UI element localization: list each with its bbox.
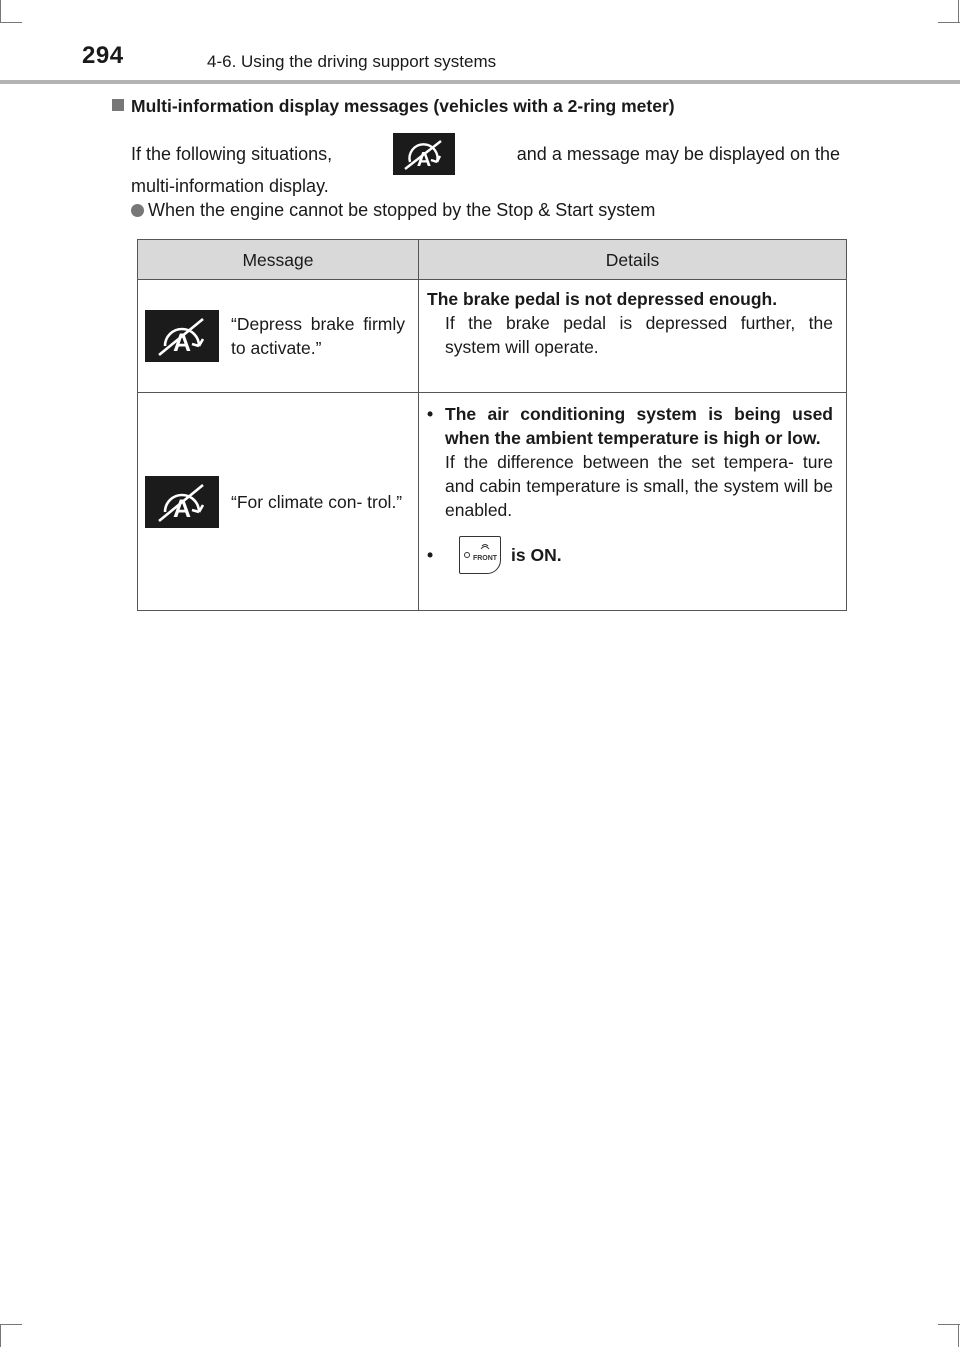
column-header-details: Details: [419, 240, 847, 280]
details-cell: [419, 280, 847, 393]
detail-bullet-mark: •: [427, 545, 434, 565]
table-header-row: [138, 240, 847, 280]
page-number: 294: [82, 42, 124, 69]
column-header-message: Message: [138, 240, 419, 280]
page-header: [0, 0, 960, 84]
crop-mark: [958, 1324, 959, 1347]
header-rule: [0, 80, 960, 84]
messages-table: [137, 239, 847, 611]
table-row: [138, 393, 847, 611]
detail-text: If the brake pedal is depressed further, the system will operate.: [445, 313, 833, 357]
stop-start-off-icon: [145, 476, 219, 528]
svg-text:A: A: [172, 329, 192, 357]
crop-mark: [0, 1324, 22, 1325]
intro-text-1: If the following situations,: [131, 143, 333, 164]
section-title: 4-6. Using the driving support systems: [207, 52, 497, 71]
detail-bullet: [427, 402, 833, 522]
svg-text:A: A: [417, 149, 432, 171]
svg-text:A: A: [172, 494, 192, 523]
message-text: “Depress brake firmly to activate.”: [231, 314, 405, 358]
detail-bullet-mark: •: [427, 404, 434, 424]
message-text: “For climate con- trol.”: [231, 491, 403, 512]
front-label: FRONT: [472, 555, 498, 562]
heading-square-icon: [112, 99, 124, 111]
detail-bold-text: The air conditioning system is being used when the ambient temperature is high or low.: [445, 404, 833, 448]
crop-mark: [0, 1324, 1, 1347]
intro-paragraph: [131, 138, 840, 203]
stop-start-off-icon: [145, 310, 219, 362]
message-cell: [138, 280, 419, 393]
heading-text: Multi-information display messages (vehicles with a 2-ring meter): [131, 96, 675, 116]
detail-bold-text: The brake pedal is not depressed enough.: [427, 289, 778, 309]
detail-bullet: [427, 536, 833, 574]
bullet-item: [131, 200, 655, 221]
table-row: [138, 280, 847, 393]
stop-start-off-icon: [393, 133, 455, 175]
message-cell: [138, 393, 419, 611]
bullet-text: When the engine cannot be stopped by the Stop & Start system: [148, 200, 656, 220]
details-cell: [419, 393, 847, 611]
subsection-heading: [112, 96, 675, 117]
intro-text-3: multi-information display.: [131, 176, 329, 196]
bullet-dot-icon: [131, 204, 144, 217]
detail-bold-text: is ON.: [511, 545, 562, 565]
crop-mark: [938, 1324, 960, 1325]
front-defroster-button-icon: [459, 536, 501, 574]
intro-text-2: and a message may be displayed on the: [516, 143, 840, 164]
detail-text: If the difference between the set tempera- ture and cabin temperature is small, the system will be enabled.: [445, 452, 833, 520]
